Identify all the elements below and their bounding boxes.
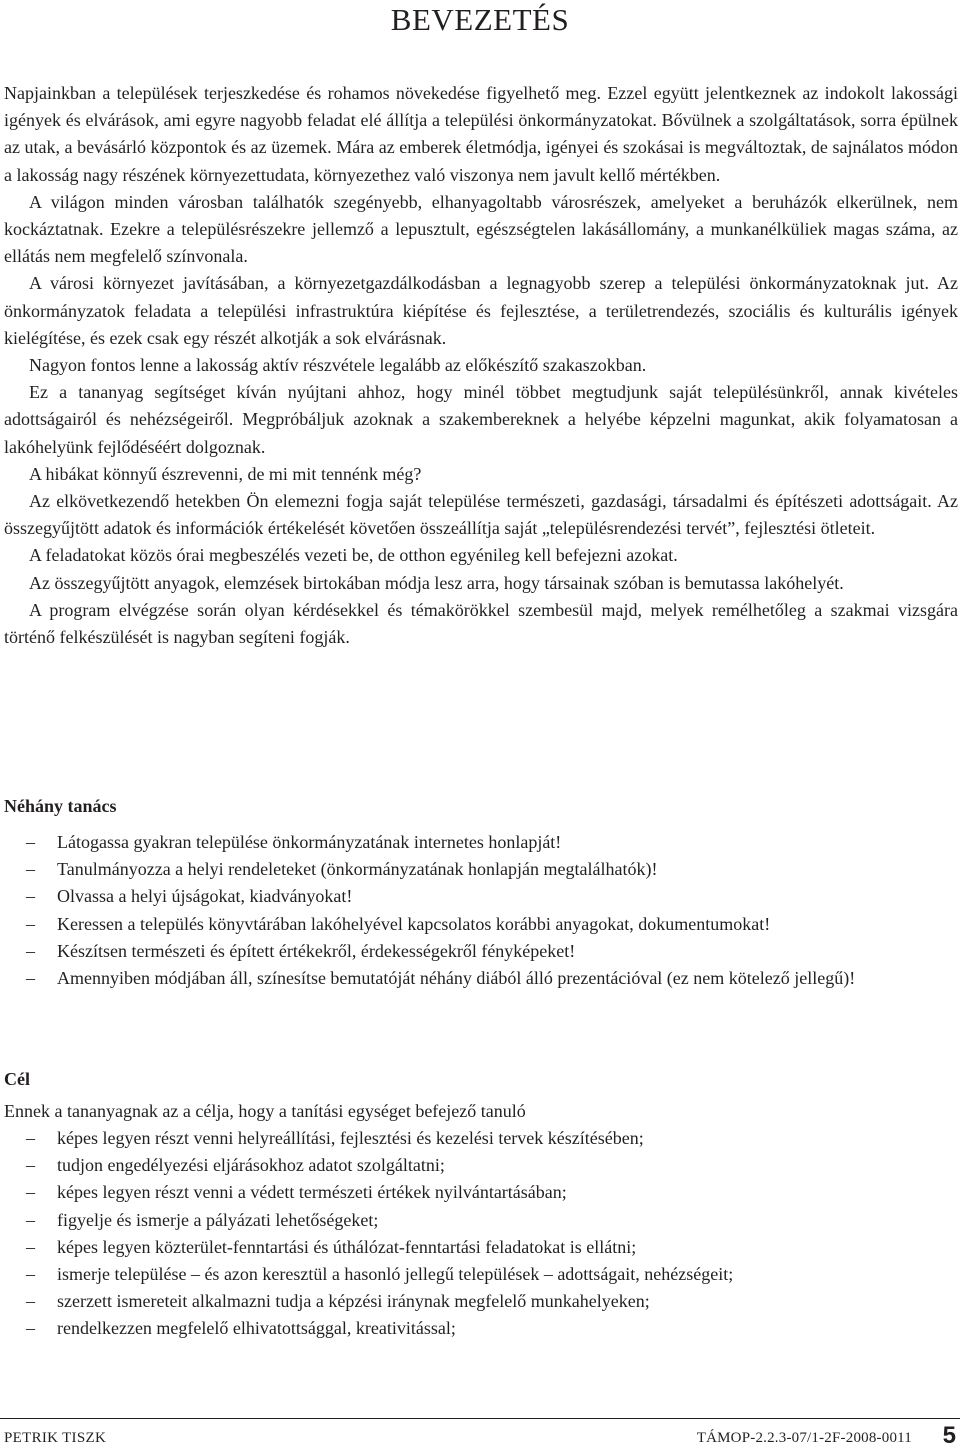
list-item-text: ismerje települése – és azon keresztül a hasonló jellegű települések – adottságait, nehézségeit; bbox=[57, 1264, 734, 1285]
tips-list bbox=[4, 829, 958, 992]
intro-paragraph: A városi környezet javításában, a környezetgazdálkodásban a legnagyobb szerep a települési önkormányzatoknak jut. Az önkormányzatok feladata a települési infrastruktúra kiépítése és fejlesztése, a területrendezés, szociális és kulturális igények kielégítése, és ezek csak egy részét alkotják a sok elvárásnak. bbox=[4, 273, 958, 348]
list-item bbox=[4, 938, 958, 965]
dash-bullet: – bbox=[26, 886, 35, 907]
intro-body bbox=[4, 80, 958, 651]
dash-bullet: – bbox=[26, 832, 35, 852]
list-item-text: figyelje és ismerje a pályázati lehetőségeket; bbox=[57, 1209, 379, 1230]
footer-project-code: TÁMOP-2.2.3-07/1-2F-2008-0011 bbox=[696, 1430, 912, 1446]
page-number: 5 bbox=[942, 1422, 956, 1449]
dash-bullet: – bbox=[26, 1209, 35, 1230]
dash-bullet: – bbox=[26, 1291, 35, 1312]
list-item bbox=[4, 1315, 958, 1342]
list-item bbox=[4, 1288, 958, 1315]
dash-bullet: – bbox=[26, 1128, 35, 1148]
list-item bbox=[4, 883, 958, 910]
dash-bullet: – bbox=[26, 940, 35, 961]
footer-divider bbox=[0, 1418, 960, 1419]
list-item bbox=[4, 856, 958, 883]
list-item bbox=[4, 1179, 958, 1206]
list-item bbox=[4, 965, 958, 992]
list-item bbox=[4, 829, 958, 856]
list-item bbox=[4, 1207, 958, 1234]
dash-bullet: – bbox=[26, 1318, 35, 1339]
page-title: BEVEZETÉS bbox=[390, 2, 570, 37]
list-item-text: rendelkezzen megfelelő elhivatottsággal, kreativitással; bbox=[57, 1318, 456, 1339]
dash-bullet: – bbox=[26, 1236, 35, 1257]
dash-bullet: – bbox=[26, 1155, 35, 1176]
intro-paragraph: Az összegyűjtött anyagok, elemzések birtokában módja lesz arra, hogy társainak szóban is bemutassa lakóhelyét. bbox=[29, 572, 844, 593]
list-item bbox=[4, 1125, 958, 1152]
goal-intro: Ennek a tananyagnak az a célja, hogy a tanítási egységet befejező tanuló bbox=[4, 1101, 526, 1121]
goal-list bbox=[4, 1125, 958, 1343]
intro-paragraph: A feladatokat közös órai megbeszélés vezeti be, de otthon egyénileg kell befejezni azokat. bbox=[29, 545, 678, 566]
list-item bbox=[4, 1234, 958, 1261]
list-item-text: képes legyen részt venni a védett természeti értékek nyilvántartásában; bbox=[57, 1182, 567, 1203]
list-item bbox=[4, 911, 958, 938]
intro-paragraph: A hibákat könnyű észrevenni, de mi mit tennénk még? bbox=[29, 463, 422, 484]
list-item-text: képes legyen részt venni helyreállítási, fejlesztési és kezelési tervek készítésében; bbox=[57, 1128, 644, 1148]
goal-heading: Cél bbox=[4, 1069, 30, 1089]
list-item-text: Olvassa a helyi újságokat, kiadványokat! bbox=[57, 886, 353, 907]
list-item-text: képes legyen közterület-fenntartási és úthálózat-fenntartási feladatokat is ellátni; bbox=[57, 1236, 637, 1257]
list-item-text: Tanulmányozza a helyi rendeleteket (önkormányzatának honlapján megtalálhatók)! bbox=[57, 859, 658, 880]
list-item bbox=[4, 1152, 958, 1179]
intro-paragraph: Az elkövetkezendő hetekben Ön elemezni fogja saját települése természeti, gazdasági, társadalmi és építészeti adottságait. Az összegyűjtött adatok és információk értékelését követően összeállítja saját „településrendezési tervét”, fejlesztési ötleteit. bbox=[4, 491, 958, 539]
intro-paragraph: A program elvégzése során olyan kérdésekkel és témakörökkel szembesül majd, melyek remélhetőleg a szakmai vizsgára történő felkészülését is nagyban segíteni fogják. bbox=[4, 599, 958, 648]
dash-bullet: – bbox=[26, 1264, 35, 1285]
list-item-text: Amennyiben módjában áll, színesítse bemutatóját néhány diából álló prezentációval (ez nem kötelező jellegű)! bbox=[57, 968, 856, 989]
dash-bullet: – bbox=[26, 913, 35, 934]
list-item-text: tudjon engedélyezési eljárásokhoz adatot szolgáltatni; bbox=[57, 1155, 445, 1176]
dash-bullet: – bbox=[26, 968, 35, 989]
dash-bullet: – bbox=[26, 1182, 35, 1203]
list-item-text: Készítsen természeti és épített értékekről, érdekességekről fényképeket! bbox=[57, 940, 576, 961]
list-item bbox=[4, 1261, 958, 1288]
list-item-text: Látogassa gyakran települése önkormányzatának internetes honlapját! bbox=[57, 832, 562, 852]
list-item-text: Keressen a település könyvtárában lakóhelyével kapcsolatos korábbi anyagokat, dokumentumokat! bbox=[57, 913, 771, 934]
intro-paragraph: Nagyon fontos lenne a lakosság aktív részvétele legalább az előkészítő szakaszokban. bbox=[29, 355, 647, 376]
intro-paragraph: Ez a tananyag segítséget kíván nyújtani ahhoz, hogy minél többet megtudjunk saját településünkről, annak kivételes adottságairól és nehézségeiről. Megpróbáljuk azoknak a szakembereknek a helyébe képzelni magunkat, akik folyamatosan a lakóhelyünk fejlődéséért dolgoznak. bbox=[4, 382, 958, 457]
intro-paragraph: A világon minden városban találhatók szegényebb, elhanyagoltabb városrészek, amelyeket a beruházók elkerülnek, nem kockáztatnak. Ezekre a településrészekre jellemző a lepusztult, egészségtelen lakásállomány, a munkanélküliek magas száma, az ellátás nem megfelelő színvonala. bbox=[4, 191, 958, 267]
intro-paragraph: Napjainkban a települések terjeszkedése és rohamos növekedése figyelhető meg. Ezzel együtt jelentkeznek az indokolt lakossági igények és elvárások, ami egyre nagyobb feladat elé állítja a települési önkormányzatokat. Bővülnek a szolgáltatások, sorra épülnek az utak, a bevásárló központok és az üzemek. Mára az emberek életmódja, igényei és szokásai is megváltoztak, de sajnálatos módon a lakosság nagy részének környezettudata, környezethez való viszonya nem javult kellő mértékben. bbox=[4, 83, 958, 185]
dash-bullet: – bbox=[26, 859, 35, 880]
footer-publisher: PETRIK TISZK bbox=[4, 1430, 107, 1446]
tips-heading: Néhány tanács bbox=[4, 796, 117, 816]
list-item-text: szerzett ismereteit alkalmazni tudja a képzési iránynak megfelelő munkahelyeken; bbox=[57, 1291, 650, 1312]
